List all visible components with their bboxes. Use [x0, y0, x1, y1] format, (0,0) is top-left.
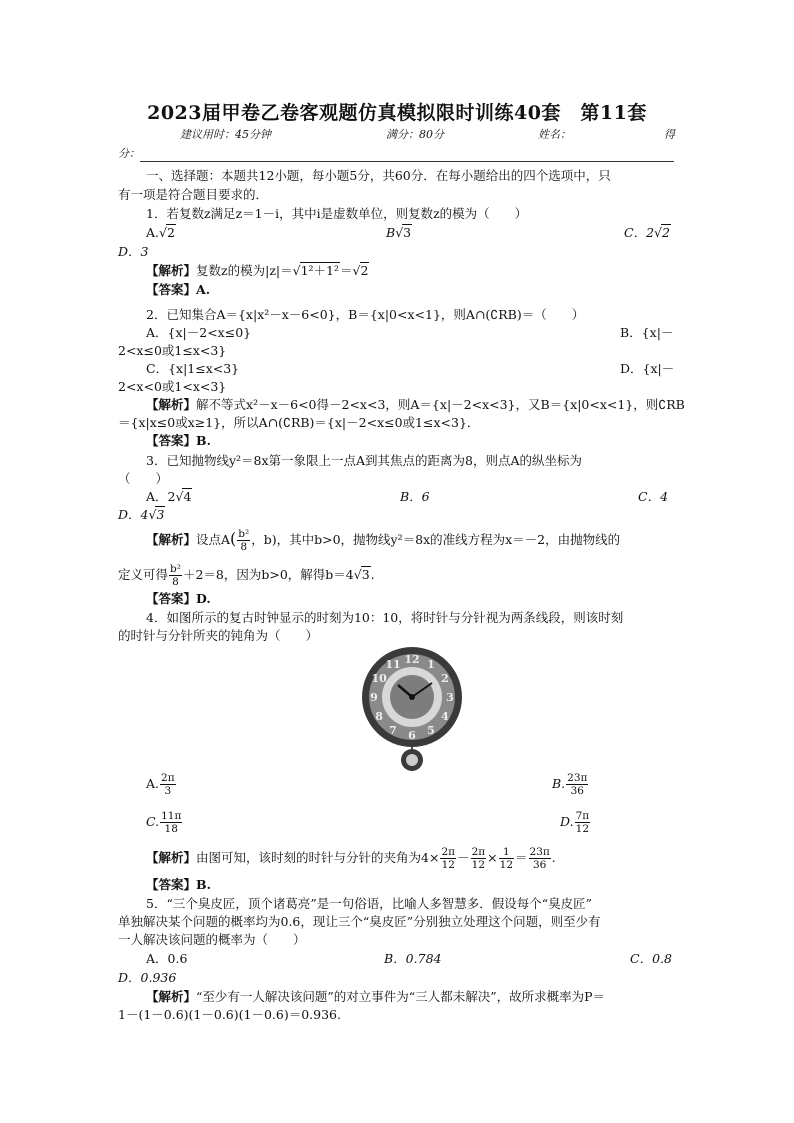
q1-option-c: C．2√2	[624, 225, 670, 240]
q4-stem-1: 4．如图所示的复古时钟显示的时刻为10：10，将时针与分针视为两条线段，则该时刻	[146, 610, 624, 625]
q4-option-c: C. $\frac{11\pi}{18}$	[146, 810, 182, 835]
q3-option-b: B．6	[400, 489, 430, 504]
q2-solution-2: ＝{x|x≤0或x≥1}，所以A∩(∁RB)＝{x|－2<x≤0或1≤x<3}．	[118, 415, 480, 430]
score-label-cont: 分：	[118, 147, 140, 160]
q2-option-d-cont: 2<x<0或1<x<3}	[118, 379, 227, 394]
q4-option-d: D. $\frac{7\pi}{12}$	[560, 810, 590, 835]
q2-stem: 2．已知集合A＝{x|x²－x－6<0}，B＝{x|0<x<1}，则A∩(∁RB)＝（ ）	[146, 307, 585, 322]
q3-option-a: A．2√4	[146, 489, 192, 504]
q4-option-a: A. $\frac{2\pi}{3}$	[146, 772, 175, 797]
clock-numeral: 9	[370, 691, 378, 704]
q3-answer: 【答案】D.	[146, 591, 211, 606]
section-instructions-1: 一、选择题：本题共12小题，每小题5分，共60分．在每小题给出的四个选项中，只	[146, 168, 611, 183]
q2-answer: 【答案】B.	[146, 433, 211, 448]
page-title: 2023届甲卷乙卷客观题仿真模拟限时训练40套 第11套	[147, 102, 647, 124]
q3-option-c: C．4	[638, 489, 669, 504]
clock-numeral: 11	[385, 658, 401, 672]
q2-option-b: B．{x|－	[620, 325, 674, 340]
q3-solution-2: 定义可得 $\frac{\text{b²}}{8}$ ＋2＝8，因为b>0，解得b＝4√3.	[118, 563, 375, 588]
q4-option-b: B. $\frac{23\pi}{36}$	[552, 772, 588, 797]
q1-answer: 【答案】A.	[146, 282, 211, 297]
q3-option-d: D．4√3	[118, 507, 165, 522]
q5-stem-2: 单独解决某个问题的概率均为0.6，现让三个“臭皮匠”分别独立处理这个问题，则至少有	[118, 914, 601, 929]
q2-option-a: A．{x|－2<x≤0}	[146, 325, 252, 340]
q1-option-d: D．3	[118, 244, 149, 259]
clock-numeral: 1	[427, 658, 435, 672]
clock-numeral: 5	[427, 723, 435, 737]
q4-answer: 【答案】B.	[146, 877, 211, 892]
clock-numeral: 6	[408, 729, 416, 742]
q2-solution-1: 【解析】解不等式x²－x－6<0得－2<x<3，则A＝{x|－2<x<3}，又B＝{x|0<x<1}，则∁RB	[146, 397, 685, 412]
q5-option-a: A．0.6	[146, 951, 188, 966]
q1-option-a: A.√2	[146, 225, 175, 240]
full-score: 满分：80分	[386, 128, 444, 141]
q5-stem-1: 5．“三个臭皮匠，顶个诸葛亮”是一句俗语，比喻人多智慧多．假设每个“臭皮匠”	[146, 896, 593, 911]
q3-stem-2: （ ）	[118, 471, 169, 486]
clock-numeral: 10	[371, 672, 387, 685]
clock-numeral: 3	[446, 691, 454, 704]
q1-stem: 1．若复数z满足z＝1－i，其中i是虚数单位，则复数z的模为（ ）	[146, 206, 528, 221]
clock-numeral: 2	[441, 672, 449, 685]
q5-stem-3: 一人解决该问题的概率为（ ）	[118, 932, 306, 947]
q5-option-d: D．0.936	[118, 970, 177, 985]
q5-option-c: C．0.8	[630, 951, 672, 966]
q3-stem-1: 3．已知抛物线y²＝8x第一象限上一点A到其焦点的距离为8，则点A的纵坐标为	[146, 453, 583, 468]
q1-option-b: B√3	[386, 225, 412, 240]
q2-option-d: D．{x|－	[620, 361, 675, 376]
q2-option-c: C．{x|1≤x<3}	[146, 361, 240, 376]
clock-numeral: 12	[404, 653, 420, 666]
q5-solution-2: 1－(1－0.6)(1－0.6)(1－0.6)＝0.936.	[118, 1007, 341, 1022]
header-divider	[140, 161, 674, 162]
clock-numeral: 8	[375, 710, 383, 723]
q1-solution: 【解析】复数z的模为|z|＝√1²＋1²＝√2	[146, 263, 369, 278]
score-label: 得	[664, 128, 675, 141]
q5-option-b: B．0.784	[384, 951, 442, 966]
section-instructions-2: 有一项是符合题目要求的．	[118, 187, 269, 202]
q2-option-b-cont: 2<x≤0或1≤x<3}	[118, 343, 227, 358]
vintage-clock-image	[360, 645, 464, 773]
clock-numeral: 4	[441, 710, 449, 723]
q5-solution-1: 【解析】“至少有一人解决该问题”的对立事件为“三人都未解决”，故所求概率为P＝	[146, 989, 605, 1004]
q3-solution-1: 【解析】设点A( $\frac{\text{b²}}{8}$ ，b)，其中b>0，抛物线y²＝8x的准线方程为x＝－2，由抛物线的	[146, 528, 621, 553]
suggested-time: 建议用时：45分钟	[180, 128, 271, 141]
q4-solution: 【解析】由图可知，该时刻的时针与分针的夹角为4× $\frac{2\pi}{12}$ － $\frac{2\pi}{12}$ × $\frac{1}{12}$ ＝ $\frac{23\pi}{36}$ .	[146, 846, 556, 871]
student-name-label: 姓名：	[538, 128, 571, 141]
q4-stem-2: 的时针与分针所夹的钝角为（ ）	[118, 628, 319, 643]
clock-numeral: 7	[389, 723, 397, 737]
